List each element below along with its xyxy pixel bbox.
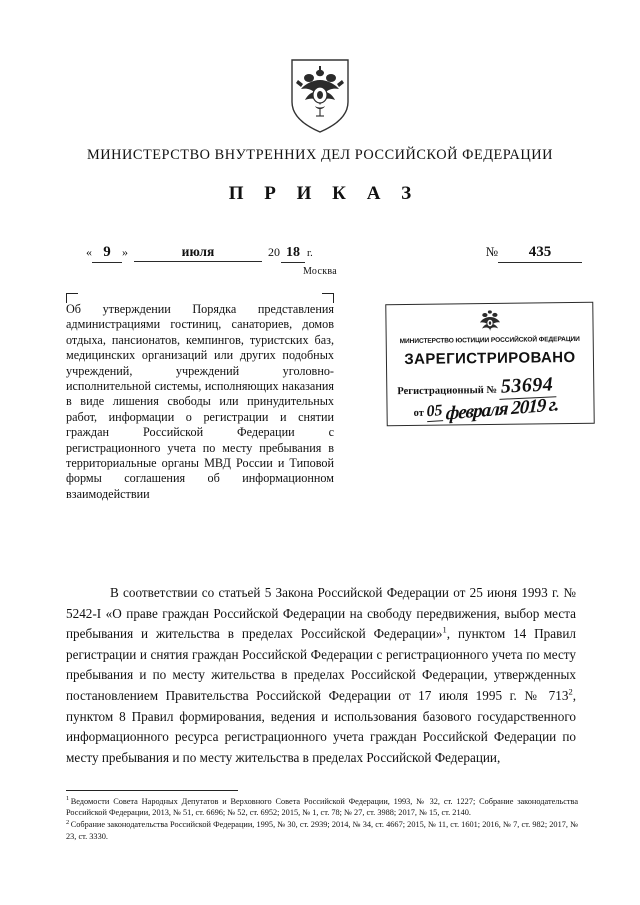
year-abbrev: г. <box>307 248 313 259</box>
stamp-reg-label: Регистрационный № <box>397 384 498 398</box>
document-number-group <box>486 243 582 263</box>
date-year-field[interactable]: 18 <box>281 244 305 263</box>
footnotes-block <box>66 796 578 843</box>
stamp-date-line <box>413 394 587 425</box>
number-sign: № <box>485 244 498 259</box>
subject-block <box>66 302 334 502</box>
footnote-text: Ведомости Совета Народных Депутатов и Верховного Совета Российской Федерации, 1993, № 32, ст. 1227; Собрание законодательства Российской Федерации, 2013, № 51, ст. 6696; № 52, ст. 6952; 2015, № 1, ст. 78; № 27, ст. 3988; 2017, № 15, ст. 2140. <box>66 797 578 818</box>
document-number-field[interactable]: 435 <box>498 243 582 263</box>
footnote-item <box>66 796 578 818</box>
stamp-organization: МИНИСТЕРСТВО ЮСТИЦИИ РОССИЙСКОЙ ФЕДЕРАЦИИ <box>399 335 580 346</box>
body-part-1: В соответствии со статьей 5 Закона Российской Федерации от 25 июня 1993 г. № 5242-I «О праве граждан Российской Федерации на свободу передвижения, выбор места пребывания и жительства в пределах Российской Федерации» <box>66 585 576 642</box>
registration-stamp <box>385 302 594 427</box>
ministry-heading: МИНИСТЕРСТВО ВНУТРЕННИХ ДЕЛ РОССИЙСКОЙ ФЕДЕРАЦИИ <box>87 147 553 163</box>
bracket-top-right-icon <box>322 293 334 303</box>
stamp-coat-of-arms-icon <box>386 306 592 337</box>
footnote-item <box>66 819 578 841</box>
document-meta-row <box>86 243 582 265</box>
stamp-title: ЗАРЕГИСТРИРОВАНО <box>404 348 576 369</box>
body-text <box>66 583 576 768</box>
date-month-field[interactable]: июля <box>134 244 262 262</box>
date-group <box>86 243 313 263</box>
date-day-field[interactable]: 9 <box>92 243 122 263</box>
year-prefix: 20 <box>268 245 280 259</box>
body-part-2: , пунктом 14 Правил регистрации и снятия граждан Российской Федерации с регистрационного учета по месту пребывания и по месту жительства в пределах Российской Федерации, утвержденных постановлением Правительства Российской Федерации от 17 июля 1995 г. № 713 <box>66 626 576 703</box>
quote-close: » <box>122 245 128 259</box>
stamp-date-day: 05 <box>426 402 444 421</box>
stamp-handwritten-date: февраля 2019 г. <box>445 394 560 425</box>
footnote-ref-1[interactable]: 1 <box>442 624 447 635</box>
footnote-text: Собрание законодательства Российской Федерации, 1995, № 30, ст. 2939; 2014, № 34, ст. 4667; 2015, № 11, ст. 1601; 2016, № 7, ст. 982; 2017, № 23, ст. 3330. <box>66 820 578 841</box>
body-paragraph-1 <box>66 583 576 768</box>
footnote-mark: 2 <box>66 818 70 826</box>
footnote-ref-2[interactable]: 2 <box>568 686 573 697</box>
document-kind-title: П Р И К А З <box>228 183 420 204</box>
body-part-3: , пунктом 8 Правил формирования, ведения и использования базового государственного информационного ресурса регистрационного учета граждан Российской Федерации по месту пребывания и по месту жительства в пределах Российской Федерации, <box>66 687 576 765</box>
footnote-mark: 1 <box>66 795 70 803</box>
subject-text: Об утверждении Порядка представления администрациями гостиниц, санаториев, домов отдыха, пансионатов, кемпингов, туристских баз, медицинских организаций или других подобных учреждений, учреждений уголовно-исполнительной системы, исполняющих наказания в виде лишения свободы или принудительных работ, информации о регистрации и снятии граждан Российской Федерации с регистрационного учета по месту пребывания в территориальные органы МВД России и Типовой формы соглашения об информационном взаимодействии <box>66 302 334 501</box>
coat-of-arms-emblem <box>0 58 640 134</box>
stamp-date-label: от <box>413 407 424 419</box>
bracket-top-left-icon <box>66 293 78 303</box>
footnote-separator <box>66 790 238 791</box>
city-label: Москва <box>302 266 338 277</box>
quote-open: « <box>86 245 92 259</box>
stamp-reg-number: 53694 <box>498 373 556 400</box>
